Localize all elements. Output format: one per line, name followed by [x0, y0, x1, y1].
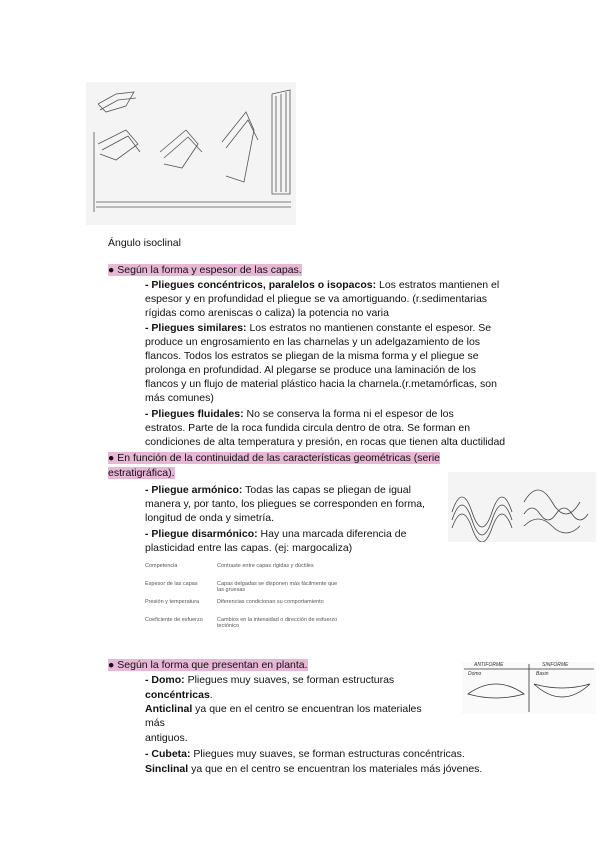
fluid-title: - Pliegues fluidales: — [145, 408, 244, 420]
domo-title: - Domo: — [145, 674, 185, 686]
continuity-heading-text-1: ● En función de la continuidad de las características geométricas (serie — [108, 452, 441, 464]
harmonic-folds-sketch — [448, 472, 596, 542]
fold-angle-diagram — [86, 82, 296, 225]
dome-basin-sketch — [462, 662, 596, 714]
domo-text-2: . — [209, 689, 213, 701]
table-cell: Contraste entre capas rígidas y dúctiles — [217, 563, 314, 569]
similar-title: - Pliegues similares: — [145, 322, 247, 334]
domo-text-3: ya que en el centro se encuentran los materiales — [192, 703, 422, 715]
section-heading-continuity-2 — [108, 466, 175, 480]
cubeta-text-2: ya que en el centro se encuentran los materiales más jóvenes. — [188, 763, 483, 775]
figure-caption: Ángulo isoclinal — [108, 237, 181, 249]
disharmonic-line-2: plasticidad entre las capas. (ej: margocaliza) — [145, 542, 353, 554]
similar-line-4: prolonga en profundidad. Al plegarse se produce una laminación de los — [145, 364, 476, 376]
concentric-line-2: espesor y en profundidad el pliegue se va amortiguando. (r.sedimentarias — [145, 293, 488, 305]
harmonic-line-2: manera y, por tanto, los pliegues se corresponden en forma, — [145, 498, 425, 510]
harmonic-title: - Pliegue armónico: — [145, 484, 243, 496]
fluid-line-2: estratos. Parte de la roca fundida circula dentro de otra. Se forman en — [145, 422, 471, 434]
concentric-line-1 — [145, 278, 499, 292]
concentric-title: - Pliegues concéntricos, paralelos o isopacos: — [145, 279, 377, 291]
dome-label: Domo — [468, 671, 482, 677]
continuity-heading-text-2: estratigráfica). — [108, 467, 175, 479]
similar-text-1: Los estratos no mantienen constante el espesor. Se — [246, 322, 492, 334]
disharmonic-line-1 — [145, 527, 406, 541]
table-row — [145, 563, 340, 581]
table-cell: Competencia — [145, 563, 178, 569]
table-cell: Coeficiente de esfuerzo — [145, 617, 203, 623]
fluid-line-3: condiciones de alta temperatura y presión, en rocas que tienen alta ductilidad — [145, 436, 506, 448]
table-cell: Presión y temperatura — [145, 599, 200, 605]
cubeta-line-2 — [145, 762, 482, 776]
table-cell: Capas delgadas se disponen más fácilmente que las gruesas — [217, 581, 338, 593]
harmonic-line-1 — [145, 483, 411, 497]
section-heading-thickness — [108, 263, 302, 277]
similar-line-1 — [145, 321, 491, 335]
similar-line-2: produce un engrosamiento en las charnelas y un adelgazamiento de los — [145, 336, 481, 348]
synform-title: SINFORME — [542, 662, 569, 668]
table-cell: Diferencias condicionan su comportamiento — [217, 599, 324, 605]
concentric-text-1: Los estratos mantienen el — [376, 279, 500, 291]
antiform-title: ANTIFORME — [474, 662, 504, 668]
table-row — [145, 599, 340, 617]
section-heading-continuity-1 — [108, 451, 440, 465]
table-cell: Espesor de las capas — [145, 581, 198, 587]
fluid-text-1: No se conserva la forma ni el espesor de los — [243, 408, 454, 420]
section-heading-plan — [108, 658, 308, 672]
domo-line-1 — [145, 673, 394, 687]
concentric-line-3: rígidas como areniscas o caliza) la potencia no varia — [145, 307, 389, 319]
harmonic-folds-figure — [448, 472, 596, 542]
cubeta-title: - Cubeta: — [145, 748, 191, 760]
table-row — [145, 581, 340, 599]
table-cell: Cambios en la intensidad o dirección de esfuerzo tectónico — [217, 617, 338, 629]
factors-table — [145, 563, 340, 635]
heading-text: ● Según la forma y espesor de las capas. — [108, 264, 302, 276]
domo-text-1: Pliegues muy suaves, se forman estructuras — [184, 674, 395, 686]
basin-label: Basin — [536, 671, 549, 677]
table-row — [145, 617, 340, 635]
harmonic-line-3: longitud de onda y simetría. — [145, 512, 274, 524]
domo-line-5: antiguos. — [145, 732, 188, 744]
domo-line-3 — [145, 702, 422, 716]
plan-heading-text: ● Según la forma que presentan en planta. — [108, 659, 308, 671]
cubeta-bold-2: Sinclinal — [145, 763, 189, 775]
domo-bold-2: concéntricas — [145, 689, 210, 701]
disharmonic-title: - Pliegue disarmónico: — [145, 528, 258, 540]
harmonic-text-1: Todas las capas se pliegan de igual — [242, 484, 411, 496]
similar-line-6: más comunes) — [145, 392, 214, 404]
disharmonic-text-1: Hay una marcada diferencia de — [257, 528, 407, 540]
similar-line-5: flancos y un flujo de material plástico hacia la charnela.(r.metamórficas, son — [145, 378, 497, 390]
cubeta-text-1: Pliegues muy suaves, se forman estructuras concéntricas. — [190, 748, 465, 760]
domo-line-2 — [145, 688, 213, 702]
domo-line-4: más — [145, 717, 165, 729]
domo-bold-3: Anticlinal — [145, 703, 193, 715]
dome-basin-figure — [462, 662, 596, 714]
fold-angle-figure — [86, 82, 296, 225]
cubeta-line-1 — [145, 747, 465, 761]
similar-line-3: flancos. Todos los estratos se pliegan de la misma forma y el pliegue se — [145, 350, 479, 362]
fluid-line-1 — [145, 407, 454, 421]
